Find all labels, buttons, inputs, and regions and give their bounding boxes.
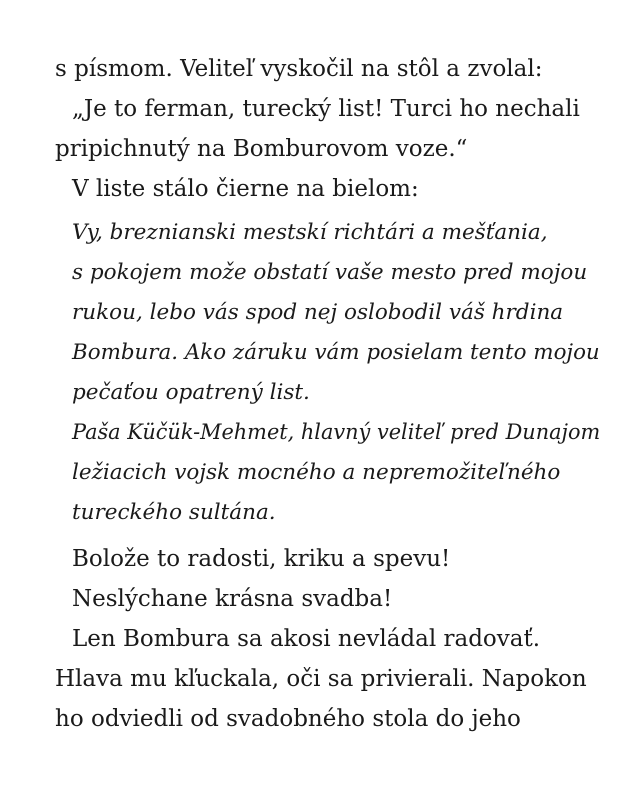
text-line: s písmom. Veliteľ vyskočil na stôl a zvolal:	[55, 56, 543, 82]
italic-text-line: tureckého sultána.	[72, 500, 276, 525]
text-line: Neslýchane krásna svadba!	[72, 586, 393, 612]
text-line: Len Bombura sa akosi nevládal radovať.	[72, 626, 541, 652]
text-line: V liste stálo čierne na bielom:	[72, 176, 419, 202]
italic-text-line: Bombura. Ako záruku vám posielam tento mojou	[72, 340, 600, 365]
italic-text-line: ležiacich vojsk mocného a nepremožiteľného	[72, 460, 561, 485]
italic-text-line: Paša Küčük-Mehmet, hlavný veliteľ pred Dunajom	[72, 420, 601, 445]
italic-text-line: Vy, breznianski mestskí richtári a mešťania,	[72, 220, 548, 245]
text-line: ho odviedli od svadobného stola do jeho	[55, 706, 521, 732]
text-line: Bolože to radosti, kriku a spevu!	[72, 546, 451, 572]
italic-text-line: s pokojem može obstatí vaše mesto pred mojou	[72, 260, 588, 285]
text-line: Hlava mu kľuckala, oči sa privierali. Napokon	[55, 666, 587, 692]
italic-text-line: rukou, lebo vás spod nej oslobodil váš hrdina	[72, 300, 564, 325]
text-line: pripichnutý na Bomburovom voze.“	[55, 136, 468, 162]
text-line: „Je to ferman, turecký list! Turci ho nechali	[72, 96, 580, 122]
italic-text-line: pečaťou opatrený list.	[72, 380, 310, 405]
